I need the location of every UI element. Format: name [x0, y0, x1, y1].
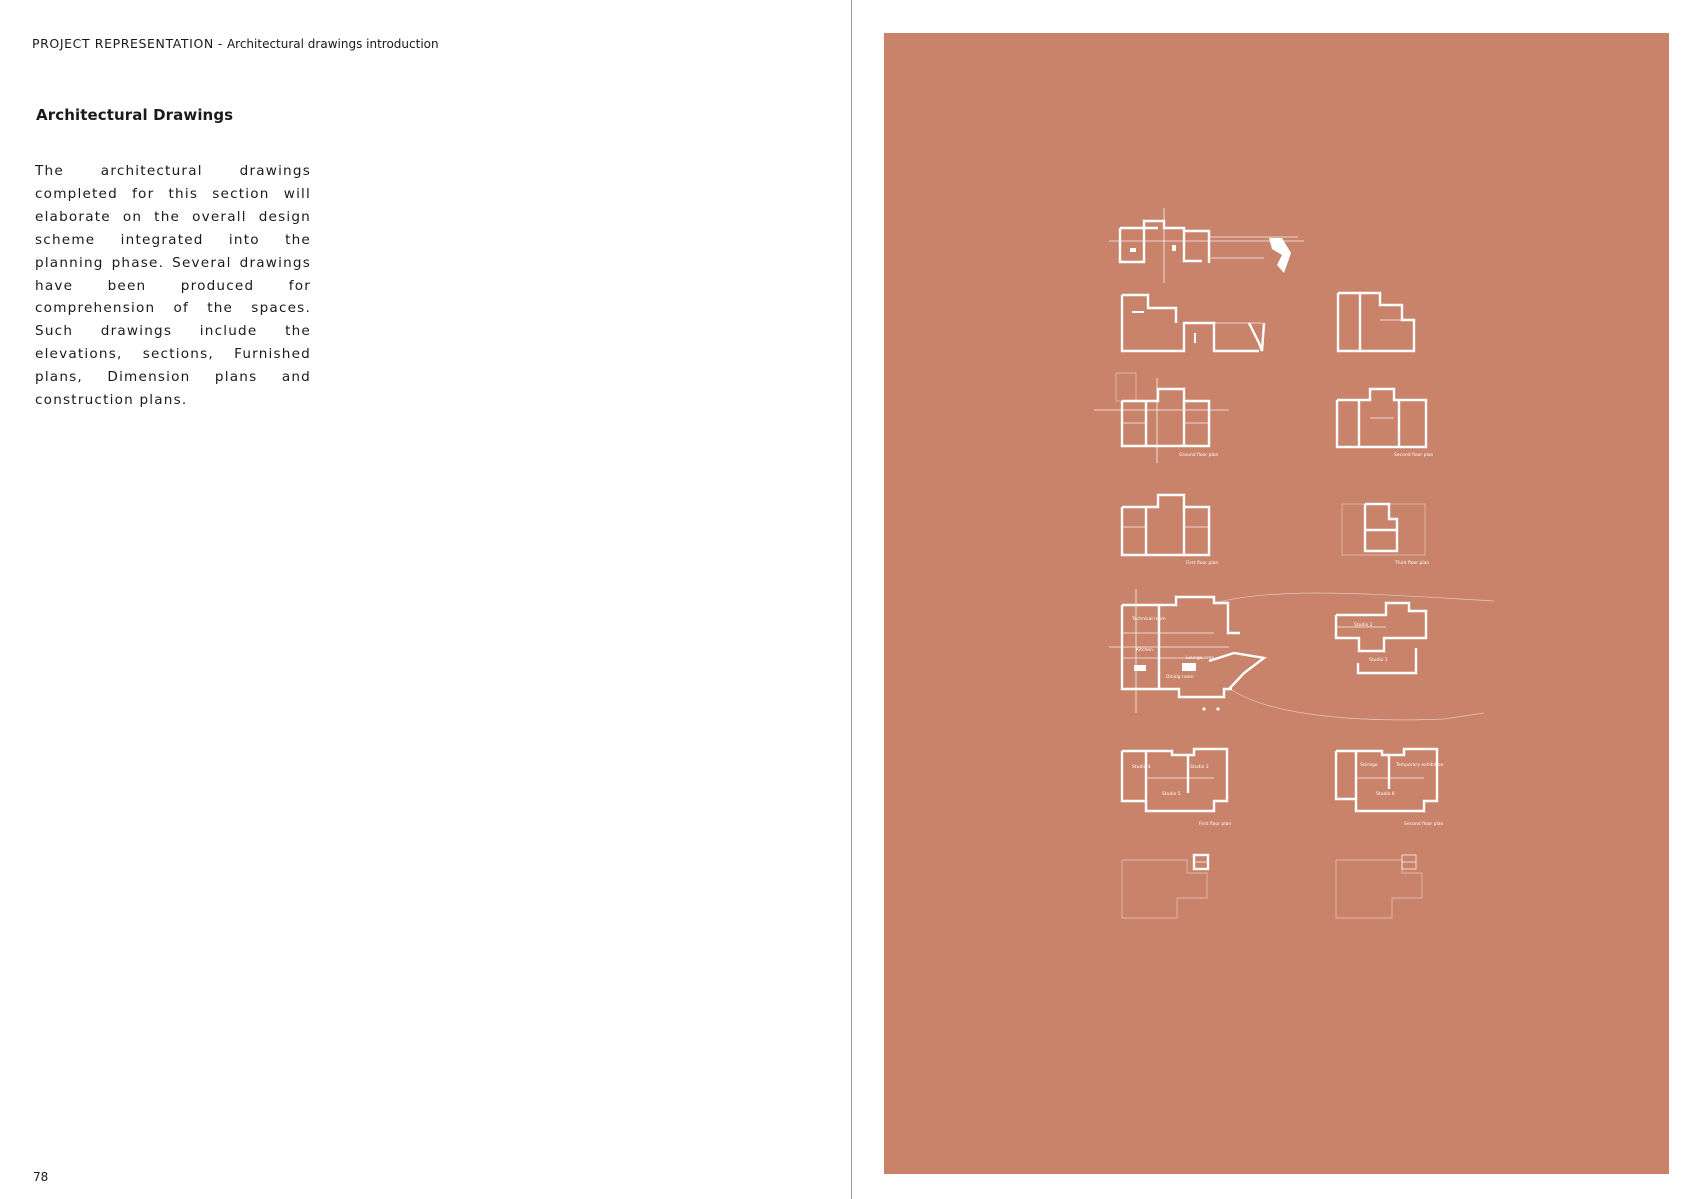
page-number: 78 [33, 1170, 49, 1184]
plan-top-overview [1109, 208, 1304, 283]
header-section: PROJECT REPRESENTATION [32, 36, 214, 51]
plan-small-right [1338, 293, 1414, 351]
label-second-floor-plan-a: Second floor plan [1394, 453, 1434, 458]
label-studio-4: Studio 4 [1132, 765, 1151, 770]
label-temporary-exhibition: Temporary exhibition [1396, 763, 1444, 768]
label-storage: Storage [1360, 763, 1378, 768]
plan-furnished-ground-left [1109, 589, 1264, 713]
plan-studios-first-floor-left [1122, 749, 1231, 827]
label-kitchen: Kitchen [1136, 648, 1153, 653]
drawing-plate [884, 33, 1669, 1174]
label-lounge-area: Lounge area [1186, 656, 1214, 661]
plan-first-floor-left [1122, 495, 1218, 566]
plan-roof-right [1336, 855, 1422, 918]
plan-studios-second-floor-right [1336, 749, 1444, 827]
plan-second-floor-right [1337, 389, 1433, 458]
plan-roof-left [1122, 855, 1208, 918]
label-studio-2: Studio 2 [1354, 623, 1373, 628]
running-header [32, 36, 439, 51]
body-paragraph: The architectural drawings completed for this section will elaborate on the overall design scheme integrated into the planning phase. Several drawings have been produced for comprehension of the spaces. Such drawings include the elevations, sections, Furnished plans, Dimension plans and construction plans. [35, 163, 311, 409]
label-first-floor-plan-a: First floor plan [1186, 561, 1219, 566]
label-studio-1: Studio 1 [1369, 658, 1388, 663]
header-separator: - [217, 36, 223, 51]
label-first-floor-plan-b: First floor plan [1199, 822, 1232, 827]
label-technical-room: Technical room [1132, 617, 1166, 622]
plan-ground-floor-left [1094, 373, 1229, 463]
page-gutter-divider [851, 0, 852, 1199]
label-studio-3: Studio 3 [1190, 765, 1209, 770]
header-subsection: Architectural drawings introduction [226, 37, 439, 51]
label-studio-6: Studio 6 [1376, 792, 1395, 797]
label-third-floor-plan: Third floor plan [1395, 561, 1430, 566]
label-ground-floor-plan: Ground floor plan [1179, 453, 1219, 458]
plan-long-left [1122, 295, 1264, 351]
section-title: Architectural Drawings [36, 106, 234, 124]
label-studio-5: Studio 5 [1162, 792, 1181, 797]
label-dining-room: Dining room [1166, 675, 1194, 680]
floor-plans-sheet [884, 33, 1669, 1174]
plan-third-floor-right [1342, 504, 1429, 566]
label-second-floor-plan-b: Second floor plan [1404, 822, 1444, 827]
